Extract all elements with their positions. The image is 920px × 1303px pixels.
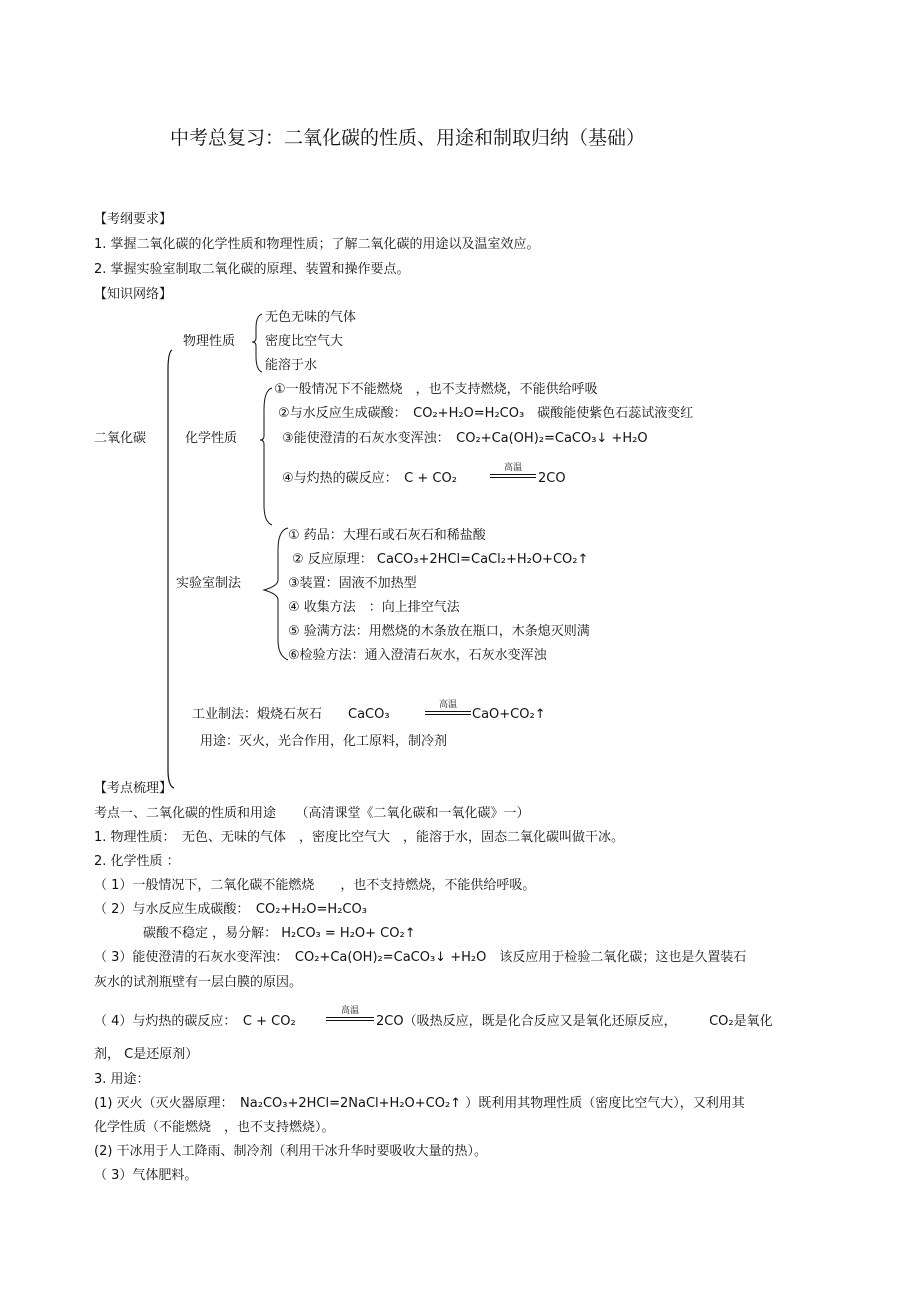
- lab-item: ③装置：固液不加热型: [288, 576, 417, 591]
- condition-label: 高温: [340, 1006, 359, 1016]
- review-line: 考点一、二氧化碳的性质和用途 （高清课堂《二氧化碳和一氧化碳》一）: [94, 806, 530, 821]
- review-line: （ 3）能使澄清的石灰水变浑浊： CO₂+Ca(OH)₂=CaCO₃↓ +H₂O 该反应用于检验二氧化碳；这也是久置装石: [94, 950, 747, 965]
- condition-label: 高温: [503, 463, 522, 473]
- review-line: 灰水的试剂瓶壁有一层白膜的原因。: [94, 975, 303, 990]
- review-line: 化学性质（不能燃烧 ，也不支持燃烧）。: [94, 1120, 335, 1135]
- physical-item: 无色无味的气体: [265, 310, 357, 325]
- review-line: （ 3）气体肥料。: [94, 1168, 198, 1183]
- review-line: 剂， C是还原剂）: [94, 1047, 199, 1062]
- review-line: 3. 用途：: [94, 1072, 150, 1087]
- review-line: (2) 干冰用于人工降雨、制冷剂（利用干冰升华时要吸收大量的热）。: [94, 1144, 488, 1159]
- chemical-product: 2CO: [538, 471, 566, 486]
- chemical-item: ②与水反应生成碳酸： CO₂+H₂O=H₂CO₃ 碳酸能使紫色石蕊试液变红: [278, 406, 694, 421]
- tree-root: 二氧化碳: [94, 431, 147, 446]
- page-title: 中考总复习：二氧化碳的性质、用途和制取归纳（基础）: [170, 127, 646, 149]
- chemical-item: ①一般情况下不能燃烧 ，也不支持燃烧，不能供给呼吸: [274, 382, 598, 397]
- reaction-arrow: [490, 460, 536, 478]
- review-line: （ 4）与灼热的碳反应： C + CO₂: [94, 1014, 296, 1029]
- syllabus-item: 2. 掌握实验室制取二氧化碳的原理、装置和操作要点。: [94, 262, 410, 277]
- review-heading: 【考点梳理】: [94, 781, 173, 796]
- chemical-item: ③能使澄清的石灰水变浑浊： CO₂+Ca(OH)₂=CaCO₃↓ +H₂O: [282, 431, 648, 446]
- lab-item: ② 反应原理： CaCO₃+2HCl=CaCl₂+H₂O+CO₂↑: [292, 552, 589, 567]
- condition-label: 高温: [438, 700, 457, 710]
- syllabus-item: 1. 掌握二氧化碳的化学性质和物理性质；了解二氧化碳的用途以及温室效应。: [94, 237, 540, 252]
- review-line: (1) 灭火（灭火器原理： Na₂CO₃+2HCl=2NaCl+H₂O+CO₂↑ ）既利用其物理性质（密度比空气大），又利用其: [94, 1096, 745, 1111]
- lab-label: 实验室制法: [176, 576, 242, 591]
- lab-item: ④ 收集方法 ：向上排空气法: [288, 600, 460, 615]
- reaction-arrow: [326, 1003, 374, 1021]
- industry-method: 工业制法：煅烧石灰石 CaCO₃: [192, 707, 390, 722]
- syllabus-heading: 【考纲要求】: [94, 212, 173, 227]
- physical-item: 能溶于水: [265, 358, 318, 373]
- review-line: 2CO（吸热反应，既是化合反应又是氧化还原反应， CO₂是氧化: [376, 1014, 773, 1029]
- uses-summary: 用途：灭火，光合作用，化工原料，制冷剂: [200, 734, 448, 749]
- physical-item: 密度比空气大: [265, 334, 344, 349]
- physical-label: 物理性质: [183, 334, 236, 349]
- reaction-arrow: [425, 697, 471, 715]
- review-line: 1. 物理性质： 无色、无味的气体 ，密度比空气大 ，能溶于水，固态二氧化碳叫做干冰。: [94, 830, 625, 845]
- lab-item: ⑤ 验满方法：用燃烧的木条放在瓶口，木条熄灭则满: [288, 624, 590, 639]
- lab-item: ① 药品：大理石或石灰石和稀盐酸: [288, 528, 486, 543]
- industry-product: CaO+CO₂↑: [472, 707, 546, 722]
- review-line: （ 1）一般情况下，二氧化碳不能燃烧 ，也不支持燃烧，不能供给呼吸。: [94, 878, 536, 893]
- review-line: （ 2）与水反应生成碳酸： CO₂+H₂O=H₂CO₃: [94, 902, 367, 917]
- lab-item: ⑥检验方法：通入澄清石灰水，石灰水变浑浊: [288, 648, 547, 663]
- review-line: 碳酸不稳定 ，易分解： H₂CO₃ = H₂O+ CO₂↑: [143, 926, 416, 941]
- review-line: 2. 化学性质 ：: [94, 854, 180, 869]
- network-heading: 【知识网络】: [94, 287, 173, 302]
- chemical-item: ④与灼热的碳反应： C + CO₂: [282, 471, 457, 486]
- chemical-label: 化学性质: [185, 431, 238, 446]
